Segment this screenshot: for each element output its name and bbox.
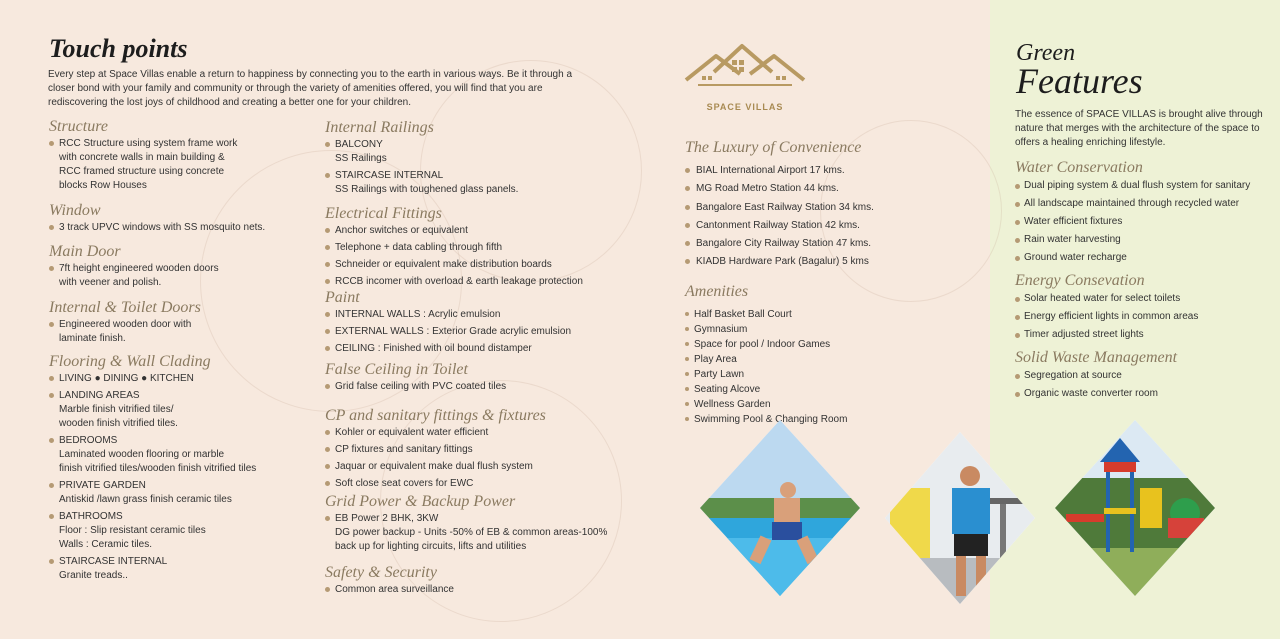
amenity-item bbox=[685, 367, 985, 382]
bullet-icon bbox=[49, 322, 54, 327]
green-item-text: Dual piping system & dual flush system for sanitary bbox=[1024, 180, 1251, 191]
logo-wordmark: SPACE VILLAS bbox=[706, 102, 784, 112]
distance-text: Bangalore City Railway Station 47 kms. bbox=[696, 238, 872, 250]
bullet-icon bbox=[325, 279, 330, 284]
amenity-item bbox=[685, 322, 985, 337]
spec-line: LANDING AREAS bbox=[59, 390, 140, 401]
bullet-icon bbox=[1015, 238, 1020, 243]
green-title-line2: Features bbox=[1016, 61, 1143, 101]
spec-line: SS Railings bbox=[335, 153, 387, 164]
gymnasium-photo bbox=[880, 418, 1040, 618]
green-item-text: Solar heated water for select toilets bbox=[1024, 293, 1181, 304]
spec-item bbox=[49, 262, 319, 290]
spec-line: RCCB incomer with overload & earth leakage protection bbox=[335, 276, 583, 287]
convenience-list bbox=[685, 162, 985, 272]
bullet-icon bbox=[685, 186, 690, 191]
intro-paragraph: Every step at Space Villas enable a return to happiness by connecting you to the earth in various ways. Be it through a closer bond with your family and community or through the variety of amenities offered, you will find that you are rediscovering the lost joys of childhood and creating a better one for your children. bbox=[48, 69, 573, 108]
bullet-icon bbox=[685, 327, 689, 331]
spec-line: Floor : Slip resistant ceramic tiles bbox=[59, 525, 206, 536]
spec-item bbox=[325, 224, 625, 238]
bullet-icon bbox=[1015, 333, 1020, 338]
bullet-icon bbox=[685, 205, 690, 210]
spec-item bbox=[49, 555, 319, 583]
bullet-icon bbox=[325, 447, 330, 452]
bullet-icon bbox=[1015, 374, 1020, 379]
spec-section bbox=[325, 492, 625, 554]
spec-line: LIVING ● DINING ● KITCHEN bbox=[59, 373, 194, 384]
green-item bbox=[1015, 213, 1275, 231]
bullet-icon bbox=[685, 357, 689, 361]
amenity-item bbox=[685, 337, 985, 352]
spec-line: finish vitrified tiles/wooden finish vitrified tiles bbox=[59, 463, 257, 474]
bullet-icon bbox=[1015, 184, 1020, 189]
spec-line: Granite treads.. bbox=[59, 570, 128, 581]
amenity-text: Space for pool / Indoor Games bbox=[694, 339, 831, 350]
amenity-text: Swimming Pool & Changing Room bbox=[694, 414, 848, 425]
bullet-icon bbox=[685, 259, 690, 264]
spec-line: laminate finish. bbox=[59, 333, 126, 344]
bullet-icon bbox=[325, 142, 330, 147]
green-section bbox=[1015, 348, 1275, 403]
spec-item bbox=[49, 389, 319, 431]
green-item-text: Rain water harvesting bbox=[1024, 234, 1121, 245]
spec-line: EXTERNAL WALLS : Exterior Grade acrylic emulsion bbox=[335, 326, 572, 337]
green-item-text: Organic waste converter room bbox=[1024, 388, 1158, 399]
bullet-icon bbox=[325, 329, 330, 334]
spec-section bbox=[325, 118, 625, 197]
green-item bbox=[1015, 177, 1275, 195]
spec-item bbox=[325, 583, 625, 597]
green-section-title: Water Conservation bbox=[1015, 159, 1143, 176]
amenity-text: Play Area bbox=[694, 354, 737, 365]
section-title: Main Door bbox=[49, 243, 121, 260]
spec-line: Anchor switches or equivalent bbox=[335, 225, 468, 236]
section-title: CP and sanitary fittings & fixtures bbox=[325, 407, 546, 424]
green-item-text: All landscape maintained through recycled water bbox=[1024, 198, 1240, 209]
amenities-list bbox=[685, 307, 985, 427]
bullet-icon bbox=[49, 393, 54, 398]
spec-item bbox=[325, 342, 625, 356]
distance-item bbox=[685, 199, 985, 217]
spec-line: Jaquar or equivalent make dual flush system bbox=[335, 461, 533, 472]
bullet-icon bbox=[325, 384, 330, 389]
green-sections bbox=[1015, 158, 1275, 403]
green-item-text: Water efficient fixtures bbox=[1024, 216, 1123, 227]
spec-line: Kohler or equivalent water efficient bbox=[335, 427, 489, 438]
spec-line: STAIRCASE INTERNAL bbox=[59, 556, 168, 567]
spec-line: RCC Structure using system frame work bbox=[59, 138, 238, 149]
bullet-icon bbox=[49, 141, 54, 146]
bullet-icon bbox=[685, 223, 690, 228]
convenience-title: The Luxury of Convenience bbox=[685, 139, 862, 156]
convenience-section bbox=[685, 138, 985, 272]
spec-line: Laminated wooden flooring or marble bbox=[59, 449, 225, 460]
bullet-icon bbox=[685, 342, 689, 346]
spec-item bbox=[325, 443, 625, 457]
spec-item bbox=[49, 372, 319, 386]
spec-section bbox=[325, 360, 625, 394]
green-item bbox=[1015, 249, 1275, 267]
spec-line: back up for lighting circuits, lifts and utilities bbox=[335, 541, 527, 552]
spec-section bbox=[325, 406, 625, 491]
play-area-photo bbox=[1050, 418, 1220, 608]
bullet-icon bbox=[325, 430, 330, 435]
distance-text: MG Road Metro Station 44 kms. bbox=[696, 183, 839, 195]
house-roof-icon bbox=[680, 40, 810, 102]
spec-item bbox=[325, 308, 625, 322]
spec-section bbox=[49, 201, 319, 235]
spec-section bbox=[49, 298, 319, 346]
green-item-text: Energy efficient lights in common areas bbox=[1024, 311, 1199, 322]
green-item bbox=[1015, 308, 1275, 326]
spec-line: INTERNAL WALLS : Acrylic emulsion bbox=[335, 309, 501, 320]
bullet-icon bbox=[325, 245, 330, 250]
spec-item bbox=[325, 241, 625, 255]
bullet-icon bbox=[1015, 220, 1020, 225]
distance-text: Bangalore East Railway Station 34 kms. bbox=[696, 201, 874, 213]
bullet-icon bbox=[1015, 256, 1020, 261]
spec-item bbox=[49, 479, 319, 507]
section-title: False Ceiling in Toilet bbox=[325, 361, 468, 378]
bullet-icon bbox=[1015, 297, 1020, 302]
spec-item bbox=[325, 512, 625, 554]
spec-item bbox=[325, 460, 625, 474]
spec-section bbox=[325, 563, 625, 597]
green-section-title: Energy Consevation bbox=[1015, 272, 1145, 289]
distance-item bbox=[685, 162, 985, 180]
bullet-icon bbox=[49, 376, 54, 381]
page-title: Touch points bbox=[49, 34, 188, 63]
bullet-icon bbox=[325, 464, 330, 469]
amenity-text: Seating Alcove bbox=[694, 384, 761, 395]
bullet-icon bbox=[325, 346, 330, 351]
section-title: Window bbox=[49, 202, 101, 219]
green-section bbox=[1015, 271, 1275, 344]
distance-item bbox=[685, 180, 985, 198]
spec-item bbox=[49, 318, 319, 346]
bullet-icon bbox=[49, 438, 54, 443]
spec-line: BEDROOMS bbox=[59, 435, 118, 446]
spec-line: with veener and polish. bbox=[59, 277, 162, 288]
spec-line: RCC framed structure using concrete bbox=[59, 166, 225, 177]
spec-section bbox=[49, 352, 319, 583]
spec-line: EB Power 2 BHK, 3KW bbox=[335, 513, 439, 524]
spec-section bbox=[325, 288, 625, 356]
amenity-item bbox=[685, 382, 985, 397]
bullet-icon bbox=[685, 372, 689, 376]
amenity-item bbox=[685, 352, 985, 367]
spec-line: Soft close seat covers for EWC bbox=[335, 478, 474, 489]
green-section-title: Solid Waste Management bbox=[1015, 349, 1178, 366]
green-title-line1: Green bbox=[1016, 40, 1076, 66]
green-section bbox=[1015, 158, 1275, 267]
spec-line: blocks Row Houses bbox=[59, 180, 147, 191]
green-item bbox=[1015, 326, 1275, 344]
distance-item bbox=[685, 235, 985, 253]
spec-item bbox=[325, 380, 625, 394]
spec-line: DG power backup - Units -50% of EB & common areas-100% bbox=[335, 527, 608, 538]
spec-line: wooden finish vitrified tiles. bbox=[59, 418, 178, 429]
section-title: Structure bbox=[49, 118, 108, 135]
bullet-icon bbox=[325, 312, 330, 317]
spec-line: BALCONY bbox=[335, 139, 383, 150]
spec-item bbox=[325, 477, 625, 491]
spec-line: Schneider or equivalent make distribution boards bbox=[335, 259, 552, 270]
spec-line: 3 track UPVC windows with SS mosquito nets. bbox=[59, 222, 266, 233]
section-title: Internal & Toilet Doors bbox=[49, 299, 201, 316]
amenities-section bbox=[685, 282, 985, 427]
section-title: Paint bbox=[325, 289, 360, 306]
spec-line: Engineered wooden door with bbox=[59, 319, 192, 330]
distance-item bbox=[685, 253, 985, 271]
spec-line: with concrete walls in main building & bbox=[59, 152, 225, 163]
amenity-text: Gymnasium bbox=[694, 324, 748, 335]
bullet-icon bbox=[685, 168, 690, 173]
section-title: Grid Power & Backup Power bbox=[325, 493, 516, 510]
section-title: Safety & Security bbox=[325, 564, 437, 581]
spec-item bbox=[325, 138, 625, 166]
amenity-photos bbox=[700, 418, 1220, 618]
spec-section bbox=[49, 117, 319, 193]
bullet-icon bbox=[325, 516, 330, 521]
distance-text: BIAL International Airport 17 kms. bbox=[696, 165, 845, 176]
spec-item bbox=[325, 325, 625, 339]
spec-item bbox=[49, 137, 319, 193]
spec-item bbox=[325, 169, 625, 197]
bullet-icon bbox=[1015, 315, 1020, 320]
bullet-icon bbox=[685, 241, 690, 246]
green-item-text: Timer adjusted street lights bbox=[1024, 329, 1144, 340]
distance-text: Cantonment Railway Station 42 kms. bbox=[696, 219, 860, 231]
space-villas-logo bbox=[680, 40, 810, 120]
spec-item bbox=[325, 275, 625, 289]
spec-line: CP fixtures and sanitary fittings bbox=[335, 444, 473, 455]
amenity-item bbox=[685, 397, 985, 412]
spec-item bbox=[325, 258, 625, 272]
bullet-icon bbox=[685, 312, 689, 316]
section-title: Internal Railings bbox=[325, 119, 434, 136]
spec-item bbox=[49, 510, 319, 552]
spec-section bbox=[325, 204, 625, 289]
bullet-icon bbox=[685, 417, 689, 421]
spec-line: PRIVATE GARDEN bbox=[59, 480, 146, 491]
spec-item bbox=[49, 221, 319, 235]
bullet-icon bbox=[685, 387, 689, 391]
distance-text: KIADB Hardware Park (Bagalur) 5 kms bbox=[696, 256, 869, 268]
bullet-icon bbox=[1015, 392, 1020, 397]
spec-line: Walls : Ceramic tiles. bbox=[59, 539, 152, 550]
amenity-text: Wellness Garden bbox=[694, 399, 771, 410]
green-item bbox=[1015, 385, 1275, 403]
bullet-icon bbox=[325, 481, 330, 486]
spec-line: BATHROOMS bbox=[59, 511, 123, 522]
spec-item bbox=[325, 426, 625, 440]
amenity-text: Party Lawn bbox=[694, 369, 745, 380]
spec-line: Grid false ceiling with PVC coated tiles bbox=[335, 381, 507, 392]
spec-line: STAIRCASE INTERNAL bbox=[335, 170, 444, 181]
spec-line: Telephone + data cabling through fifth bbox=[335, 242, 503, 253]
section-title: Electrical Fittings bbox=[325, 205, 442, 222]
green-item bbox=[1015, 367, 1275, 385]
bullet-icon bbox=[49, 225, 54, 230]
spec-line: Antiskid /lawn grass finish ceramic tiles bbox=[59, 494, 232, 505]
bullet-icon bbox=[325, 587, 330, 592]
bullet-icon bbox=[325, 228, 330, 233]
bullet-icon bbox=[49, 559, 54, 564]
bullet-icon bbox=[49, 483, 54, 488]
bullet-icon bbox=[325, 262, 330, 267]
spec-item bbox=[49, 434, 319, 476]
spec-section bbox=[49, 242, 319, 290]
spec-line: SS Railings with toughened glass panels. bbox=[335, 184, 519, 195]
distance-item bbox=[685, 217, 985, 235]
spec-line: Common area surveillance bbox=[335, 584, 454, 595]
bullet-icon bbox=[49, 514, 54, 519]
spec-line: CEILING : Finished with oil bound distamper bbox=[335, 343, 532, 354]
bullet-icon bbox=[49, 266, 54, 271]
green-item-text: Ground water recharge bbox=[1024, 252, 1127, 263]
green-item-text: Segregation at source bbox=[1024, 370, 1122, 381]
bullet-icon bbox=[685, 402, 689, 406]
section-title: Flooring & Wall Clading bbox=[49, 353, 211, 370]
amenity-text: Half Basket Ball Court bbox=[694, 309, 792, 320]
green-item bbox=[1015, 231, 1275, 249]
amenity-item bbox=[685, 307, 985, 322]
spec-line: Marble finish vitrified tiles/ bbox=[59, 404, 174, 415]
bullet-icon bbox=[325, 173, 330, 178]
swimming-pool-photo bbox=[700, 418, 870, 608]
amenities-title: Amenities bbox=[685, 283, 749, 300]
green-item bbox=[1015, 195, 1275, 213]
green-description: The essence of SPACE VILLAS is brought alive through nature that merges with the architecture of the space to offers a healing enriching lifestyle. bbox=[1015, 109, 1263, 148]
green-item bbox=[1015, 290, 1275, 308]
spec-line: 7ft height engineered wooden doors bbox=[59, 263, 219, 274]
bullet-icon bbox=[1015, 202, 1020, 207]
